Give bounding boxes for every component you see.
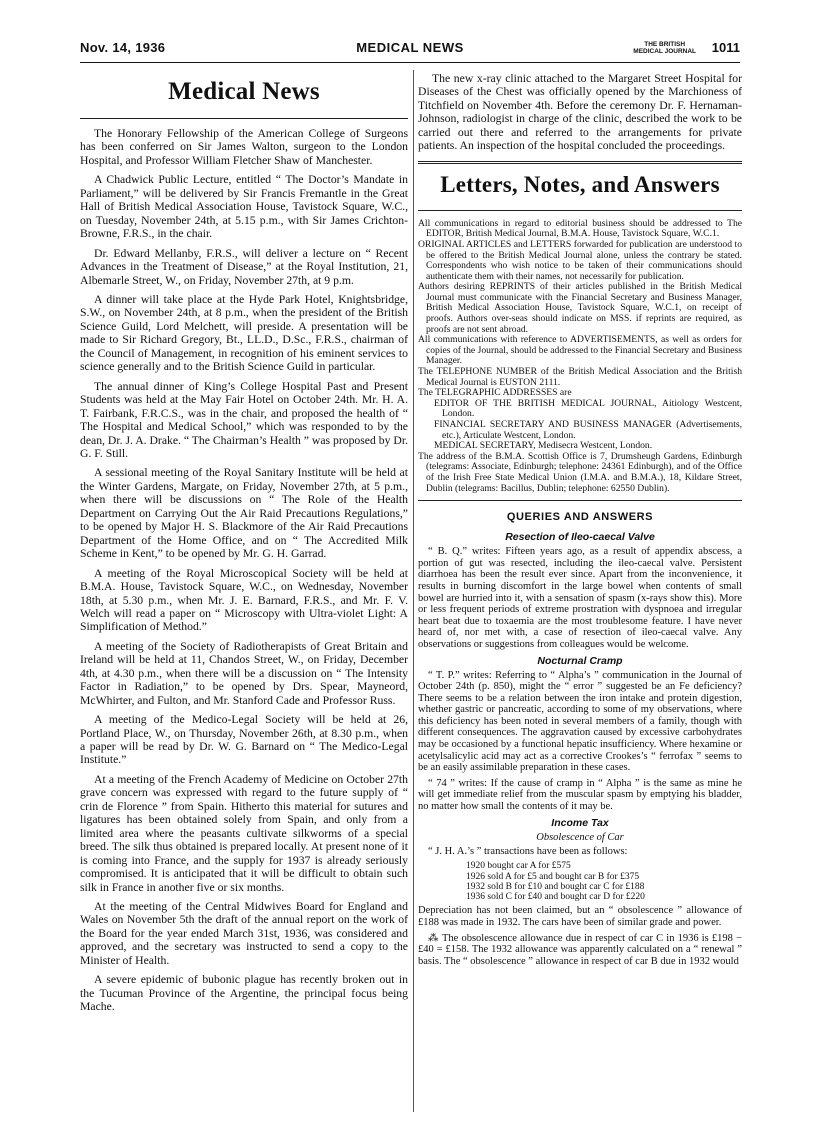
- section-title: MEDICAL NEWS: [356, 40, 464, 55]
- page-number: 1011: [711, 40, 740, 55]
- queries-rule: [418, 500, 742, 501]
- left-column: [80, 72, 408, 1122]
- letters-title: Letters, Notes, and Answers: [440, 171, 720, 197]
- news-paragraph: A Chadwick Public Lecture, entitled “ The Doctor’s Mandate in Parliament,” will be delivered by Sir Francis Fremantle in the Great Hall of British Medical Association House, Tavistock Square, W.C., on Tuesday, November 24th, at 5.15 p.m., with Sir James Crichton-Browne, F.R.S., in the chair.: [80, 173, 408, 241]
- news-paragraph: The annual dinner of King’s College Hospital Past and Present Students was held at the May Fair Hotel on October 24th. Mr. H. A. T. Fairbank, F.R.C.S., was in the chair, and proposed the health of “ The Hospital and Medical School,” which was responded to by the dean, Dr. J. A. Drake. “ The Chairman’s Health ” was proposed by Dr. G. F. Still.: [80, 379, 408, 460]
- income-tax-heading: Income Tax: [551, 816, 609, 829]
- notice-telegraphic: The TELEGRAPHIC ADDRESSES are: [418, 387, 572, 399]
- tax-answer: ⁂ The obsolescence allowance due in respect of car C in 1936 is £198 − £40 = £158. The 1932 allowance was apparently calculated on a “ renewal ” basis. The “ obsolescence ” allowance in respect of car B due in 1932 would: [418, 932, 742, 967]
- news-paragraph: A sessional meeting of the Royal Sanitary Institute will be held at the Winter Gardens, Margate, on Friday, November 27th, at 5 p.m., when there will be discussions on “ The Role of the Health Department on Carrying Out the Air Raid Precautions Regulations,” to be opened by Major H. S. Blackmore of the Air Raid Precautions Department of the Home Office, and on “ The Accredited Milk Scheme in Kent,” to be opened by Mr. G. H. Garrad.: [80, 466, 408, 561]
- news-paragraph: At the meeting of the Central Midwives Board for England and Wales on November 5th the draft of the annual report on the work of the Board for the year ended March 31st, 1936, was considered and approved, and the secretary was instructed to send a copy to the Minister of Health.: [80, 900, 408, 967]
- journal-name-line2: MEDICAL JOURNAL: [633, 48, 696, 55]
- ileo-caecal-heading: Resection of Ileo-caecal Valve: [505, 531, 655, 544]
- notice-advertisements: All communications with reference to ADVERTISEMENTS, as well as orders for copies of the Journal, should be addressed to the Financial Secretary and Business Manager.: [418, 334, 742, 367]
- nocturnal-cramp-heading: Nocturnal Cramp: [537, 654, 623, 667]
- editorial-notices: [418, 219, 742, 494]
- news-paragraph: Dr. Edward Mellanby, F.R.S., will deliver a lecture on “ Recent Advances in the Treatment of Disease,” at the Royal Institution, 21, Albemarle Street, W., on Friday, November 27th, at 9 p.m.: [80, 246, 408, 287]
- transaction-line: 1926 sold A for £5 and bought car B for £375: [466, 871, 640, 882]
- obsolescence-subheading: Obsolescence of Car: [536, 831, 624, 843]
- car-transactions: [466, 861, 742, 902]
- news-paragraph: At a meeting of the French Academy of Medicine on October 27th grave concern was expressed with regard to the future supply of “ crin de Florence ” from Spain. Hitherto this material for sutures and ligatures has been obtained solely from Spain, and only from a limited area where the peasants cultivate silkworms of a special breed. The silk thus obtained is prepared locally. At present none of it is coming into France, and the supply for 1937 is already seriously compromised. It is anticipated that it will be difficult to obtain such silk in France in another five or six months.: [80, 772, 408, 894]
- transaction-line: 1936 sold C for £40 and bought car D for £220: [466, 892, 645, 903]
- medical-news-title: Medical News: [168, 78, 320, 105]
- news-paragraph: A meeting of the Medico-Legal Society will be held at 26, Portland Place, W., on Thursday, November 26th, at 8.30 p.m., when a paper will be read by Dr. W. G. Barnard on “ The Medico-Legal Institute.”: [80, 713, 408, 767]
- news-paragraph: A severe epidemic of bubonic plague has recently broken out in the Tucuman Province of the Argentine, the principal focus being Mache.: [80, 973, 408, 1014]
- notice-scottish-office: The address of the B.M.A. Scottish Office is 7, Drumsheugh Gardens, Edinburgh (telegrams: Associate, Edinburgh; telephone: 24361 Edinburgh), and of the Office of the Irish Free State Medical Union (I.M.A. and B.M.A.), 18, Kildare Street, Dublin (telegrams: Bacillus, Dublin; telephone: 62550 Dublin).: [418, 450, 742, 494]
- notice-articles: ORIGINAL ARTICLES and LETTERS forwarded for publication are understood to be offered to the British Medical Journal alone, unless the contrary be stated. Correspondents who wish notice to be taken of their communications should authenticate them with their names, not necessarily for publication.: [418, 238, 742, 282]
- section-rule: [418, 161, 742, 164]
- tax-intro: “ J. H. A.’s ” transactions have been as follows:: [428, 845, 628, 857]
- column-divider: [413, 70, 414, 1112]
- issue-date: Nov. 14, 1936: [80, 40, 166, 55]
- news-paragraph: A meeting of the Royal Microscopical Society will be held at B.M.A. House, Tavistock Square, W.C., on Wednesday, November 18th, at 5.30 p.m., when Mr. J. E. Barnard, F.R.S., and Mr. F. V. Welch will read a paper on “ Microscopy with Ultra-violet Light: A Simplification of Method.”: [80, 566, 408, 634]
- cramp-letter-tp: “ T. P.” writes: Referring to “ Alpha’s ” communication in the Journal of October 24th (p. 850), might the “ error ” suggested be an Fe deficiency? There seems to be a relation between the iron intake and protein digestion, whether gastric or pancreatic, according to some of my observations, where this deficiency has been noted in several members of a family, though with different consequences. The aggravation caused by excessive carbohydrates may be occasioned by a functional hepatic insufficiency. Where hexamine or acetylsalicylic acid may act as a corrective Crookes’s “ ferrofax ” seems to be an easily assimilable preparation in these cases.: [418, 669, 742, 774]
- notice-editorial: All communications in regard to editorial business should be addressed to The EDITOR, British Medical Journal, B.M.A. House, Tavistock Square, W.C.1.: [418, 217, 742, 240]
- tax-depreciation-note: Depreciation has not been claimed, but an “ obsolescence ” allowance of £188 was made in 1932. The cars have been of similar grade and power.: [418, 905, 742, 928]
- news-paragraph-continued: The new x-ray clinic attached to the Margaret Street Hospital for Diseases of the Chest was officially opened by the Marchioness of Titchfield on November 4th. Before the ceremony Dr. F. Hernaman-Johnson, radiologist in charge of the clinic, described the work to be carried out there and referred to the arrangements for private patients. An inspection of the hospital concluded the proceedings.: [418, 72, 742, 153]
- telegraphic-medical: MEDICAL SECRETARY, Medisecra Westcent, London.: [434, 440, 653, 452]
- right-column: [418, 72, 742, 1122]
- notice-telephone: The TELEPHONE NUMBER of the British Medical Association and the British Medical Journal is EUSTON 2111.: [418, 366, 742, 388]
- telegraphic-financial: FINANCIAL SECRETARY AND BUSINESS MANAGER (Advertisements, etc.), Articulate Westcent, London.: [434, 419, 742, 441]
- telegraphic-editor: EDITOR OF THE BRITISH MEDICAL JOURNAL, Aitiology Westcent, London.: [434, 397, 742, 420]
- title-rule: [80, 118, 408, 119]
- transaction-line: 1920 bought car A for £575: [466, 861, 571, 872]
- ileo-caecal-query: “ B. Q.” writes: Fifteen years ago, as a result of appendix abscess, a portion of gut was resected, including the ileo-caecal valve. Persistent diarrhoea has been the result ever since. Apart from the inconvenience, it results in burning discomfort in the large bowel when contents of small bowel are hurried into it, with a sensation of spasm (x-rays show this). More or less frequent periods of extreme prostration with dyspnoea and irregular heart beat due to toxaemia are the most troublesome feature. I have never heard of, nor met with, a case of resection of ileo-caecal valve. Any observations or suggestions from colleagues would be welcome.: [418, 546, 742, 650]
- running-header: [80, 40, 740, 63]
- transaction-line: 1932 sold B for £10 and bought car C for £188: [466, 881, 645, 892]
- cramp-letter-74: “ 74 ” writes: If the cause of cramp in “ Alpha ” is the same as mine he will get immediate relief from the muscular spasm by emptying his bladder, no matter how small the contents of it may be.: [418, 777, 742, 813]
- journal-name: [633, 41, 696, 55]
- news-paragraph: The Honorary Fellowship of the American College of Surgeons has been conferred on Sir James Walton, surgeon to the London Hospital, and Professor William Fletcher Shaw of Manchester.: [80, 127, 408, 167]
- notice-reprints: Authors desiring REPRINTS of their articles published in the British Medical Journal must communicate with the Financial Secretary and Business Manager, British Medical Association House, Tavistock Square, W.C.1, on receipt of proofs. Authors over-seas should indicate on MSS. if reprints are required, as proofs are not sent abroad.: [418, 281, 742, 335]
- letters-rule: [418, 210, 742, 211]
- news-paragraph: A dinner will take place at the Hyde Park Hotel, Knightsbridge, S.W., on November 24th, at 8 p.m., when the president of the British Science Guild, Lord Melchett, will preside. A presentation will be made to Sir Richard Gregory, Bt., LL.D., D.Sc., F.R.S., chairman of the Council of Management, in recognition of his eminent services to science generally and to the British Science Guild in particular.: [80, 292, 408, 374]
- news-paragraph: A meeting of the Society of Radiotherapists of Great Britain and Ireland will be held at 11, Chandos Street, W., on Friday, December 4th, at 4.30 p.m., when there will be a discussion on “ The Intensity Factor in Radiation,” to be opened by Drs. Spear, Mayneord, McWhirter, and Fulton, and Mr. Stanford Cade and Professor Russ.: [80, 639, 408, 707]
- queries-heading: QUERIES AND ANSWERS: [506, 511, 654, 524]
- journal-name-line1: THE BRITISH: [644, 41, 686, 48]
